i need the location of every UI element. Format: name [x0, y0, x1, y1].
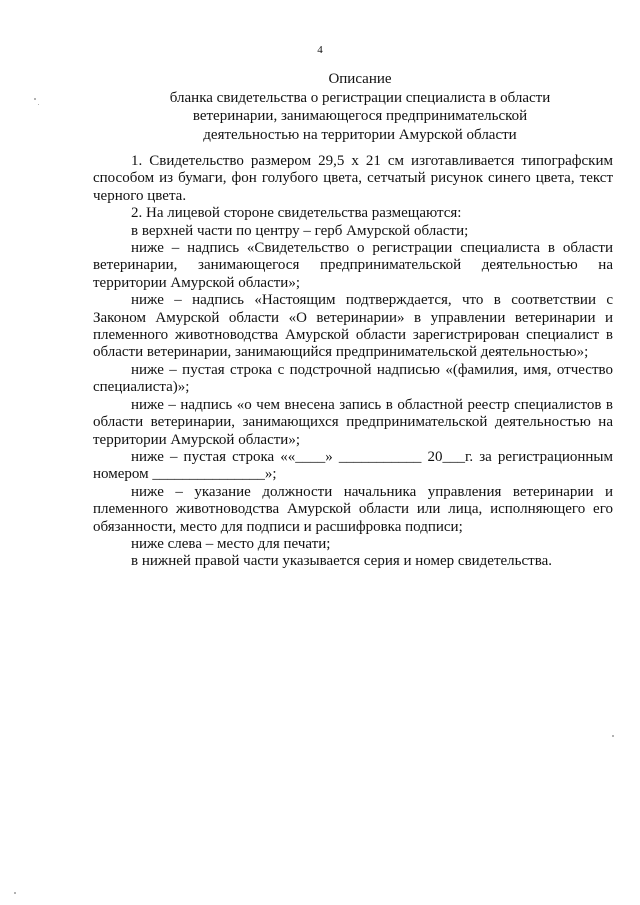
document-body	[93, 153, 613, 571]
paragraph-series-number: в нижней правой части указывается серия и номер свидетельства.	[131, 553, 553, 570]
title-line-3: ветеринарии, занимающегося предпринимательской	[192, 108, 528, 124]
title-line-1: Описание	[328, 71, 392, 87]
scan-speck	[34, 98, 36, 100]
paragraph-name-line: ниже – пустая строка с подстрочной надписью «(фамилия, имя, отчество специалиста)»;	[93, 361, 613, 396]
paragraph-coat-of-arms: в верхней части по центру – герб Амурской области;	[131, 222, 469, 239]
scan-speck	[612, 735, 614, 737]
paragraph-registry-text: ниже – надпись «о чем внесена запись в областной реестр специалистов в области ветеринарии, занимающихся предпринимательской деятельностью на территории Амурской области»;	[93, 396, 613, 448]
paragraph-size-and-print: 1. Свидетельство размером 29,5 х 21 см изготавливается типографским способом из бумаги, фон голубого цвета, сетчатый рисунок синего цвета, текст черного цвета.	[93, 153, 613, 204]
scan-speck	[38, 104, 39, 105]
title-line-4: деятельностью на территории Амурской области	[203, 126, 517, 143]
paragraph-signature: ниже – указание должности начальника управления ветеринарии и племенного животноводства Амурской области или лица, исполняющего его обязанности, место для подписи и расшифровка подписи;	[93, 483, 613, 535]
page-number: 4	[317, 44, 323, 56]
title-line-2: бланка свидетельства о регистрации специалиста в области	[169, 89, 551, 106]
paragraph-stamp-place: ниже слева – место для печати;	[131, 535, 331, 552]
paragraph-certificate-heading: ниже – надпись «Свидетельство о регистрации специалиста в области ветеринарии, занимающегося предпринимательской деятельностью на территории Амурской области»;	[93, 240, 613, 291]
scan-speck	[14, 892, 16, 894]
paragraph-date-number-line: ниже – пустая строка ««____» ___________ 20___г. за регистрационным номером _______________»;	[93, 448, 613, 483]
paragraph-confirmation-text: ниже – надпись «Настоящим подтверждается, что в соответствии с Законом Амурской области «О ветеринарии» в управлении ветеринарии и племенного животноводства Амурской области зарегистрирован специалист в области ветеринарии, занимающийся предпринимательской деятельностью»;	[93, 292, 613, 361]
document-title	[130, 70, 590, 144]
paragraph-front-side: 2. На лицевой стороне свидетельства размещаются:	[131, 205, 462, 222]
